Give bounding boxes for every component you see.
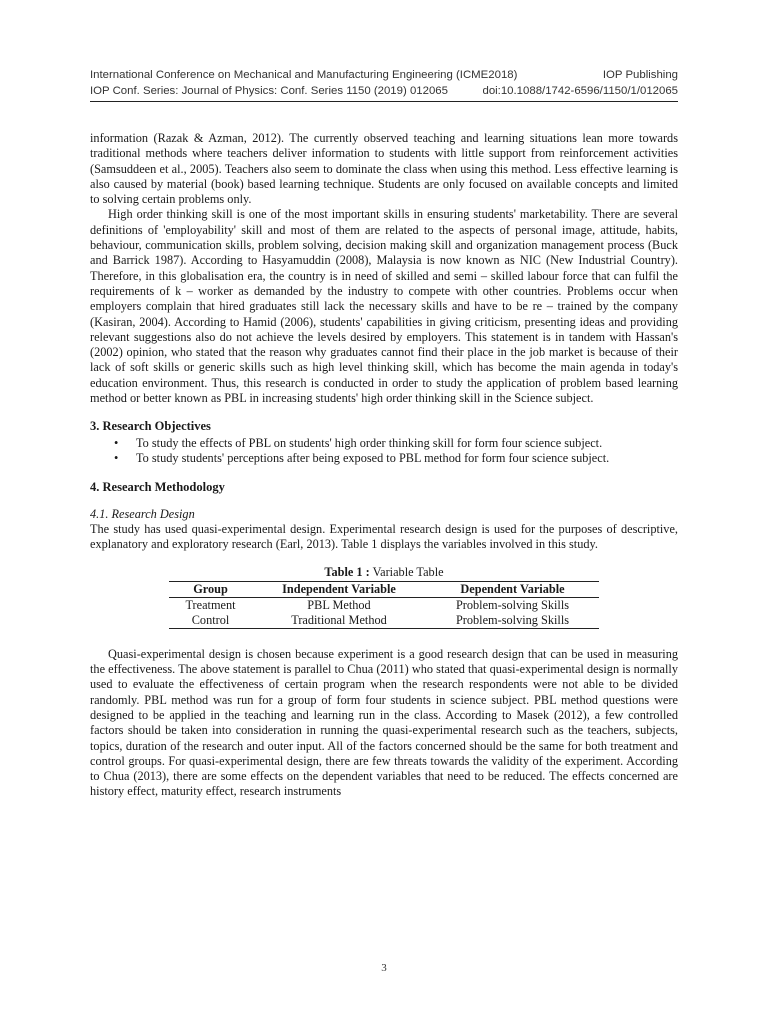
bullet-icon: •	[114, 450, 119, 465]
table-caption-text: Variable Table	[372, 565, 444, 580]
publisher-name: IOP Publishing	[602, 69, 678, 81]
table-cell: PBL Method	[307, 597, 371, 612]
objective-item	[90, 436, 678, 451]
page-number: 3	[381, 962, 387, 974]
doi-link[interactable]: doi:10.1088/1742-6596/1150/1/012065	[482, 85, 678, 97]
table-cell: Problem-solving Skills	[455, 612, 570, 627]
objective-text: To study students' perceptions after being exposed to PBL method for form four science subject.	[136, 450, 610, 465]
paragraph-design: The study has used quasi-experimental design. Experimental research design is used for the purposes of descriptive, explanatory and exploratory research (Earl, 2013). Table 1 displays the variables involved in this study.	[90, 521, 678, 552]
table-cell: Problem-solving Skills	[455, 597, 570, 612]
series-info: IOP Conf. Series: Journal of Physics: Conf. Series 1150 (2019) 012065	[90, 85, 448, 97]
table-row	[169, 613, 599, 629]
section-heading-methodology: 4. Research Methodology	[90, 480, 225, 495]
table-cell: Control	[191, 612, 230, 627]
bullet-icon: •	[114, 435, 119, 450]
paragraph-quasi-experimental: Quasi-experimental design is chosen because experiment is a good research design that can be used in measuring the effectiveness. The above statement is parallel to Chua (2011) who stated that quasi-experimental design is normally used to evaluate the effectiveness of certain program when the research respondents were not able to be divided randomly. PBL method was run for a group of form four students in science subject. PBL method questions were designed to be applied in the teaching and learning run in the class. According to Masek (2012), a few controlled factors should be taken into consideration in running the quasi-experimental research such as the teachers, subjects, topics, duration of the research and outer input. All of the factors concerned should be the same for both treatment and control groups. For quasi-experimental design, there are few threats towards the validity of the experiment. According to Chua (2013), there are some effects on the dependent variables that need to be reduced. The effects concerned are history effect, maturity effect, research instruments	[90, 646, 678, 799]
objective-text: To study the effects of PBL on students' high order thinking skill for form four science subject.	[136, 435, 603, 450]
table-cell: Traditional Method	[291, 612, 387, 627]
table-caption	[90, 565, 678, 580]
paragraph-hots: High order thinking skill is one of the most important skills in ensuring students' marketability. There are several definitions of 'employability' skill and most of them are related to the aspects of personal image, attitude, habits, behaviour, communication skills, problem solving, decision making skill and organization management process (Buck and Barrick 1987). According to Hasyamuddin (2008), Malaysia is now known as NIC (New Industrial Country). Therefore, in this globalisation era, the country is in need of skilled and semi – skilled labour force that can fulfil the requirements of k – worker as demanded by the industry to compete with other countries. Problems occur when employers complain that hired graduates still lack the necessary skills and have to be re – trained by the company (Kasiran, 2004). According to Hamid (2006), students' capabilities in giving criticism, presenting ideas and providing relevant suggestions also do not achieve the levels desired by employers. This statement is in tandem with Hassan's (2002) opinion, who stated that the reason why graduates cannot find their place in the job market is because of their lack of soft skills or generic skills such as high level thinking skill, which has become the main agenda in today's education environment. Thus, this research is conducted in order to study the application of problem based learning method or better known as PBL in increasing students' high order thinking skill in the Science subject.	[90, 207, 678, 406]
section-heading-objectives: 3. Research Objectives	[90, 419, 211, 434]
column-header-group: Group	[169, 581, 252, 597]
objective-item	[90, 451, 678, 466]
variable-table	[169, 581, 599, 629]
subsection-heading-research-design: 4.1. Research Design	[90, 506, 195, 521]
table-row	[169, 597, 599, 613]
table-cell: Treatment	[185, 597, 236, 612]
page-body	[90, 131, 678, 800]
column-header-independent: Independent Variable	[252, 581, 426, 597]
running-header-bottom	[90, 85, 678, 97]
table-header-row	[169, 581, 599, 597]
table-caption-label: Table 1 :	[324, 565, 370, 580]
conference-name: International Conference on Mechanical and Manufacturing Engineering (ICME2018)	[90, 69, 518, 81]
paragraph-intro-continued: information (Razak & Azman, 2012). The currently observed teaching and learning situations lean more towards traditional methods where teachers deliver information to students with little support from reinforcement activities (Samsuddeen et al., 2005). Teachers also seem to dominate the class when using this method. Less effective learning is also caused by material (book) based learning technique. Students are only focused on available concepts and limited to solving certain problems only.	[90, 131, 678, 207]
column-header-dependent: Dependent Variable	[426, 581, 599, 597]
running-header-top	[90, 69, 678, 81]
objectives-list	[90, 436, 678, 467]
header-divider	[90, 101, 678, 102]
